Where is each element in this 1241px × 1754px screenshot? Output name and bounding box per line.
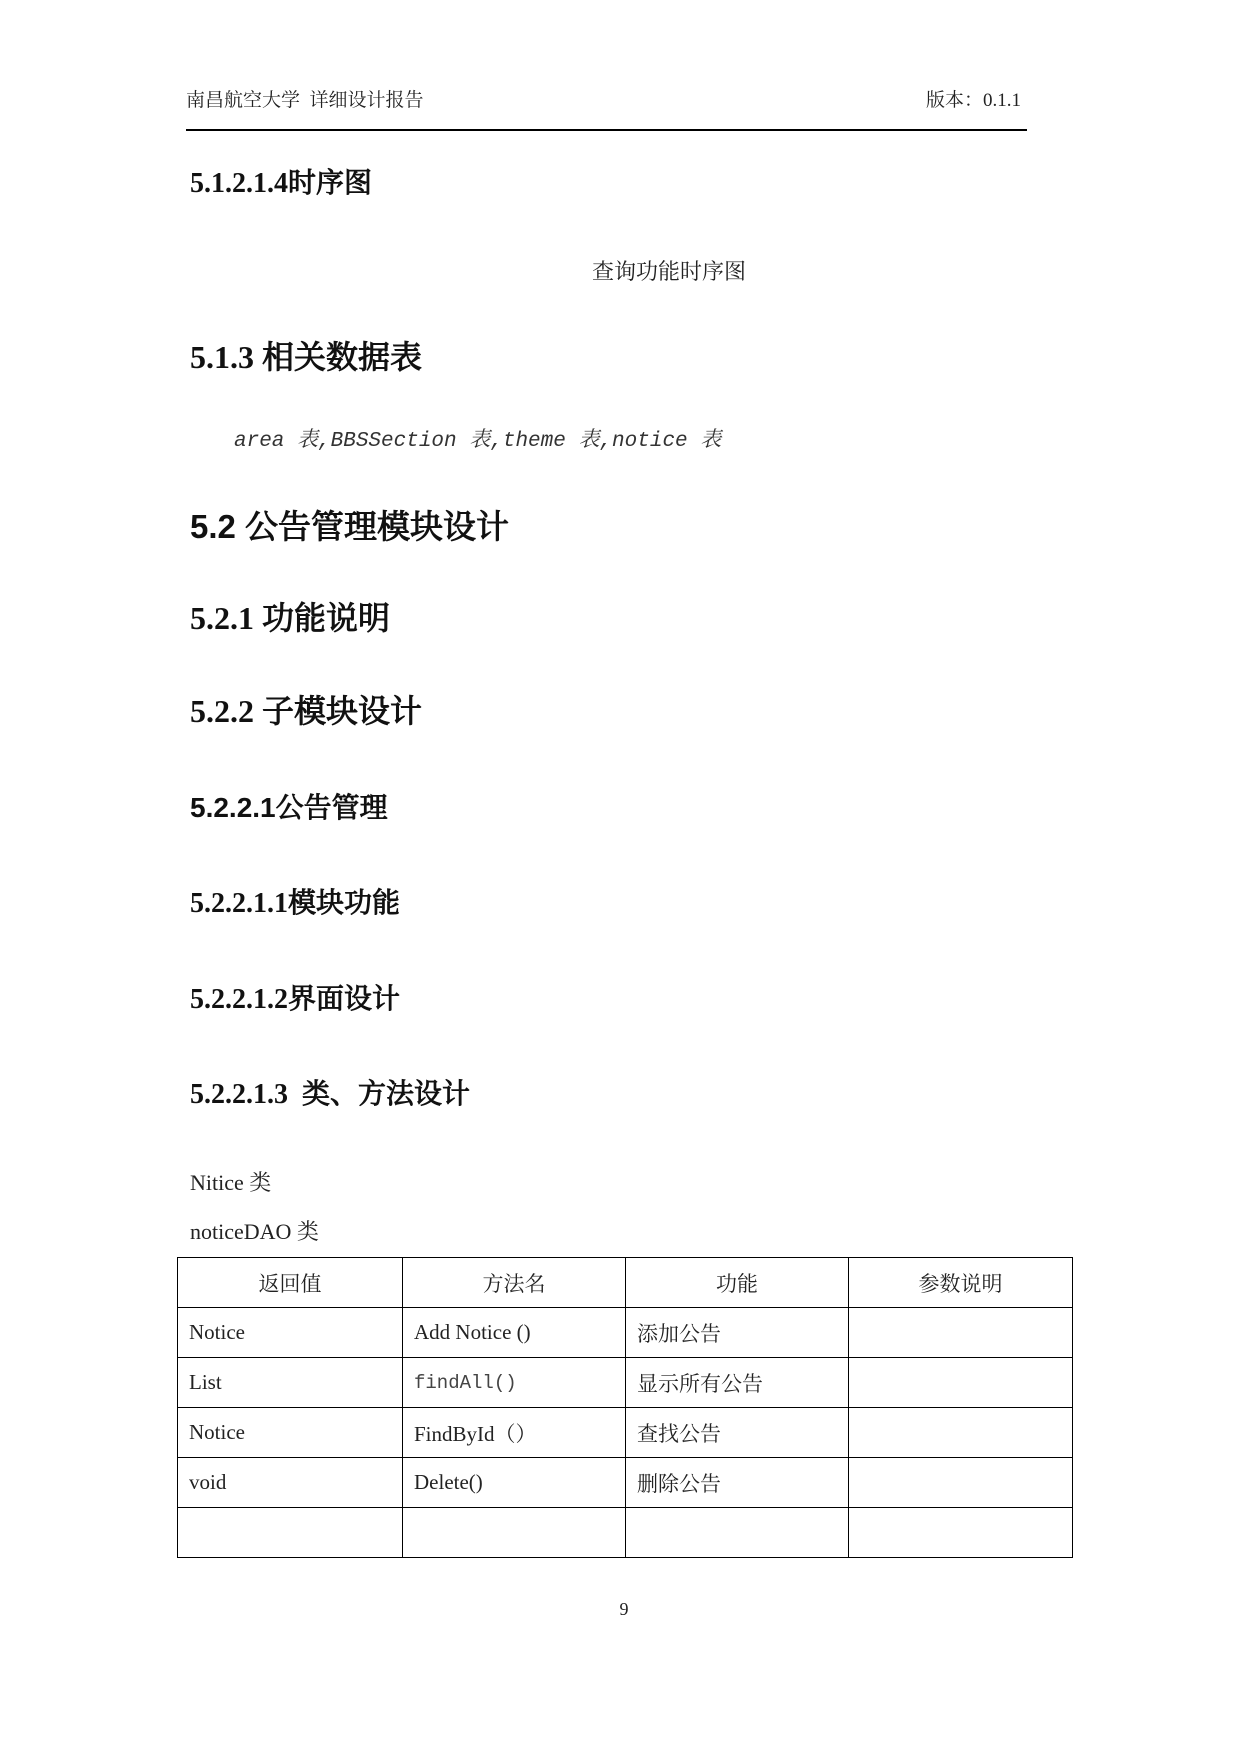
heading-notice-module-design: 5.2 公告管理模块设计	[190, 508, 510, 545]
column-header-method-name: 方法名	[403, 1258, 626, 1308]
heading-submodule-design: 5.2.2 子模块设计	[190, 693, 423, 729]
heading-notice-management: 5.2.2.1公告管理	[190, 792, 388, 823]
method-table	[177, 1257, 1073, 1558]
cell-return-value: Notice	[178, 1308, 403, 1358]
column-header-return-value: 返回值	[178, 1258, 403, 1308]
heading-sequence-diagram: 5.1.2.1.4时序图	[190, 168, 373, 199]
related-tables-list: area 表,BBSSection 表,theme 表,notice 表	[234, 430, 722, 453]
cell-method-name: findAll()	[403, 1358, 626, 1408]
heading-module-function: 5.2.2.1.1模块功能	[190, 888, 401, 919]
table-row	[178, 1358, 1073, 1408]
class-name-nitice: Nitice 类	[190, 1170, 272, 1195]
cell-parameters	[849, 1458, 1073, 1508]
table-row	[178, 1458, 1073, 1508]
table-row	[178, 1408, 1073, 1458]
header-rule	[186, 129, 1027, 131]
cell-return-value: void	[178, 1458, 403, 1508]
header-version: 版本：0.1.1	[925, 90, 1021, 111]
class-name-noticedao: noticeDAO 类	[190, 1219, 319, 1244]
figure-caption: 查询功能时序图	[591, 259, 746, 284]
cell-method-name	[403, 1508, 626, 1558]
cell-function: 查找公告	[626, 1408, 849, 1458]
cell-parameters	[849, 1408, 1073, 1458]
heading-related-tables: 5.1.3 相关数据表	[190, 339, 423, 375]
cell-method-name: Delete()	[403, 1458, 626, 1508]
header-document-title: 南昌航空大学 详细设计报告	[186, 90, 424, 111]
cell-method-name: Add Notice ()	[403, 1308, 626, 1358]
cell-return-value: List	[178, 1358, 403, 1408]
page-number: 9	[619, 1599, 629, 1619]
table-row-empty	[178, 1508, 1073, 1558]
table-row	[178, 1308, 1073, 1358]
heading-function-description: 5.2.1 功能说明	[190, 600, 391, 636]
cell-parameters	[849, 1358, 1073, 1408]
column-header-function: 功能	[626, 1258, 849, 1308]
heading-class-method-design: 5.2.2.1.3 类、方法设计	[190, 1079, 471, 1110]
cell-method-name: FindById（）	[403, 1408, 626, 1458]
cell-parameters	[849, 1308, 1073, 1358]
column-header-parameters: 参数说明	[849, 1258, 1073, 1308]
table-header-row	[178, 1258, 1073, 1308]
cell-return-value	[178, 1508, 403, 1558]
cell-function: 删除公告	[626, 1458, 849, 1508]
cell-function	[626, 1508, 849, 1558]
heading-interface-design: 5.2.2.1.2界面设计	[190, 984, 401, 1015]
cell-return-value: Notice	[178, 1408, 403, 1458]
cell-parameters	[849, 1508, 1073, 1558]
cell-function: 显示所有公告	[626, 1358, 849, 1408]
cell-function: 添加公告	[626, 1308, 849, 1358]
